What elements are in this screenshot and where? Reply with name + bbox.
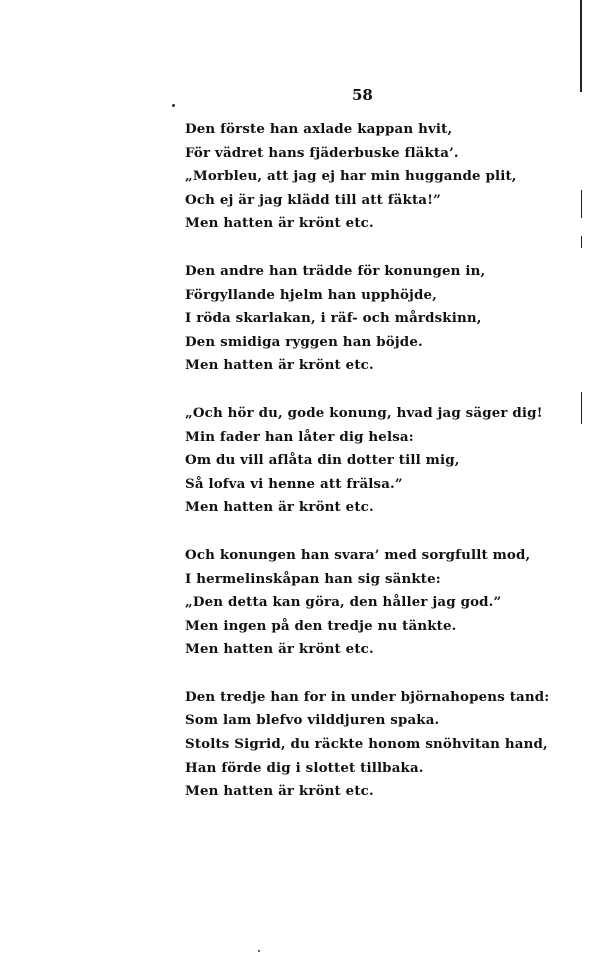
poem-line: Den förste han axlade kappan hvit,: [185, 121, 453, 137]
speck: [258, 950, 260, 952]
poem-line: Och konungen han svara’ med sorgfullt mod,: [185, 546, 531, 563]
poem-line: För vädret hans fjäderbuske fläkta’.: [185, 144, 459, 161]
speck: [172, 104, 175, 107]
poem-line: Som lam blefvo vilddjuren spaka.: [185, 712, 440, 729]
page-edge-mark: [581, 236, 582, 248]
stanza: [185, 260, 549, 378]
poem-line: Men hatten är krönt etc.: [185, 357, 374, 374]
poem-line: Stolts Sigrid, du räckte honom snöhvitan hand,: [185, 736, 548, 753]
poem-line: Men hatten är krönt etc.: [185, 783, 374, 800]
poem-line: Men hatten är krönt etc.: [185, 641, 374, 658]
poem: [185, 118, 549, 828]
poem-line: Men hatten är krönt etc.: [185, 499, 374, 516]
page-edge-mark: [581, 392, 582, 424]
poem-line: Min fader han låter dig helsa:: [185, 428, 414, 445]
stanza: [185, 118, 549, 236]
poem-line: Om du vill aflåta din dotter till mig,: [185, 452, 460, 469]
poem-line: „Och hör du, gode konung, hvad jag säger dig!: [185, 404, 543, 421]
poem-line: Men hatten är krönt etc.: [185, 215, 374, 232]
poem-line: Och ej är jag klädd till att fäkta!”: [185, 191, 441, 208]
poem-line: Men ingen på den tredje nu tänkte.: [185, 617, 457, 634]
poem-line: Han förde dig i slottet tillbaka.: [185, 759, 424, 776]
stanza: [185, 544, 549, 662]
page-number: 58: [352, 86, 373, 104]
poem-line: „Den detta kan göra, den håller jag god.”: [185, 594, 502, 611]
poem-line: Förgyllande hjelm han upphöjde,: [185, 286, 438, 303]
poem-line: I röda skarlakan, i räf- och mårdskinn,: [185, 310, 482, 327]
page-edge-mark: [580, 0, 582, 92]
poem-line: Den andre han trädde för konungen in,: [185, 262, 486, 279]
poem-line: Den smidiga ryggen han böjde.: [185, 333, 423, 350]
poem-line: Den tredje han for in under björnahopens tand:: [185, 688, 550, 705]
poem-line: Så lofva vi henne att frälsa.”: [185, 475, 403, 492]
poem-line: „Morbleu, att jag ej har min huggande plit,: [185, 168, 517, 185]
poem-line: I hermelinskåpan han sig sänkte:: [185, 570, 441, 587]
page-edge-mark: [581, 190, 582, 218]
stanza: [185, 686, 549, 804]
stanza: [185, 402, 549, 520]
